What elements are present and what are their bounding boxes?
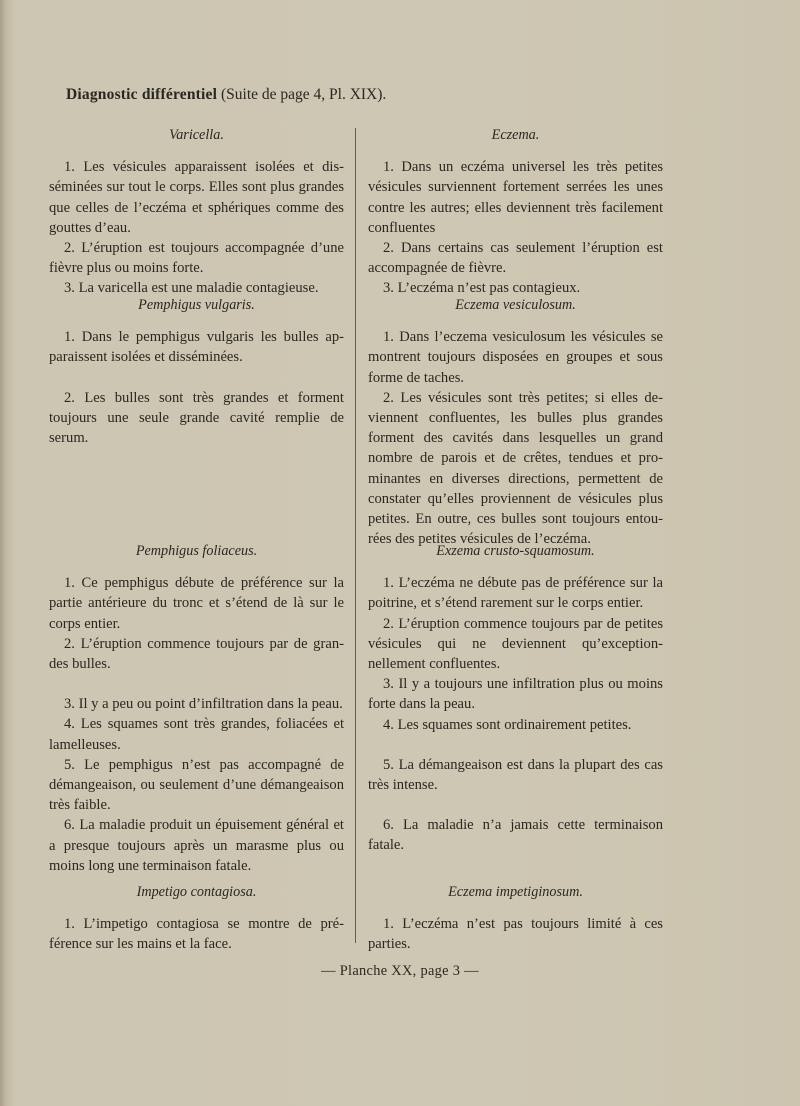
paragraph: 4. Les squames sont ordinairement petites. bbox=[383, 716, 632, 733]
paragraph: 3. Il y a peu ou point d’infiltration dans la peau. bbox=[64, 696, 343, 713]
paragraph: 4. Les squames sont très grandes, foliacées et lamelleuses. bbox=[49, 716, 344, 753]
paragraph: 2. Les vésicules sont très petites; si elles deviennent confluentes, les bulles plus grandes forment des cavités dans lesquelles un grand nombre de parois et de crêtes, tendues et prominantes en diverses directions, permettent de constater qu’elles proviennent de vésicules plus petites. En outre, ces bulles sont toujours entourées des petites vésicules de l’eczéma. bbox=[368, 389, 663, 548]
paragraph: 1. L’eczéma ne débute pas de préférence sur la poitrine, et s’étend rarement sur le corps entier. bbox=[368, 575, 663, 612]
section-pemphigus-vulgaris bbox=[49, 295, 344, 448]
paragraph: 5. La démangeaison est dans la plupart des cas très intense. bbox=[368, 756, 663, 794]
section-varicella bbox=[49, 125, 344, 299]
title-bold: Diagnostic différentiel bbox=[66, 86, 218, 103]
paragraph: 2. Dans certains cas seulement l’éruption est accompagnée de fièvre. bbox=[368, 240, 663, 277]
paragraph: 1. Dans le pemphigus vulgaris les bulles apparaissent isolées et disséminées. bbox=[49, 329, 344, 366]
paragraph: 3. Il y a toujours une infiltration plus ou moins forte dans la peau. bbox=[368, 676, 663, 713]
section-impetigo-contagiosa bbox=[49, 882, 344, 955]
paragraph: 1. Dans l’eczema vesiculosum les vésicules se montrent toujours disposées en groupes et sous forme de taches. bbox=[368, 329, 663, 386]
paragraph: 6. La maladie n’a jamais cette terminaison fatale. bbox=[368, 817, 663, 854]
section-eczema-impetiginosum bbox=[368, 882, 663, 955]
paragraph: 2. L’éruption commence toujours par de grandes bulles. bbox=[49, 635, 344, 673]
paragraph: 3. La varicella est une maladie contagieuse. bbox=[64, 280, 319, 297]
section-heading: Eczema. bbox=[491, 127, 540, 143]
section-heading: Impetigo contagiosa. bbox=[136, 884, 257, 900]
paragraph: 5. Le pemphigus n’est pas accompagné de démangeaison, ou seulement d’une démangeaison très faible. bbox=[49, 756, 344, 814]
section-heading: Exzema crusto-squamosum. bbox=[436, 543, 595, 559]
paragraph: 1. Les vésicules apparaissent isolées et disséminées sur tout le corps. Elles sont plus grandes que celles de l’eczéma et sphériques comme des gouttes d’eau. bbox=[49, 159, 344, 236]
paragraph: 1. Ce pemphigus débute de préférence sur la partie antérieure du tronc et s’étend de là sur le corps entier. bbox=[49, 575, 344, 632]
paragraph: 2. Les bulles sont très grandes et forment toujours une seule grande cavité remplie de serum. bbox=[49, 389, 344, 447]
paragraph: 3. L’eczéma n’est pas contagieux. bbox=[383, 280, 581, 297]
section-eczema-vesiculosum bbox=[368, 295, 663, 549]
section-heading: Pemphigus foliaceus. bbox=[135, 543, 258, 559]
section-heading: Eczema impetiginosum. bbox=[448, 884, 583, 900]
paragraph: 2. L’éruption est toujours accompagnée d’une fièvre plus ou moins forte. bbox=[49, 240, 344, 277]
paragraph: 2. L’éruption commence toujours par de petites vésicules qui ne deviennent qu’exceptionnellement confluentes. bbox=[368, 615, 663, 673]
paragraph: 1. Dans un eczéma universel les très petites vésicules surviennent fortement serrées les unes contre les autres; elles deviennent très facilement confluentes bbox=[368, 159, 663, 236]
title-rest: (Suite de page 4, Pl. XIX). bbox=[217, 86, 387, 103]
section-heading: Pemphigus vulgaris. bbox=[138, 297, 255, 313]
section-eczema-crusto-squamosum bbox=[368, 541, 663, 856]
section-heading: Varicella. bbox=[169, 127, 224, 143]
section-heading: Eczema vesiculosum. bbox=[455, 297, 576, 313]
section-eczema bbox=[368, 125, 663, 299]
page-title bbox=[66, 85, 386, 105]
page-footer: — Planche XX, page 3 — bbox=[321, 963, 479, 979]
paragraph: 6. La maladie produit un épuisement général et a presque toujours après un marasme plus ou moins long une terminaison fatale. bbox=[49, 817, 344, 874]
paragraph: 1. L’eczéma n’est pas toujours limité à ces parties. bbox=[368, 916, 663, 953]
column-divider bbox=[355, 128, 356, 943]
section-pemphigus-foliaceus bbox=[49, 541, 344, 876]
paragraph: 1. L’impetigo contagiosa se montre de préférence sur les mains et la face. bbox=[49, 916, 344, 953]
